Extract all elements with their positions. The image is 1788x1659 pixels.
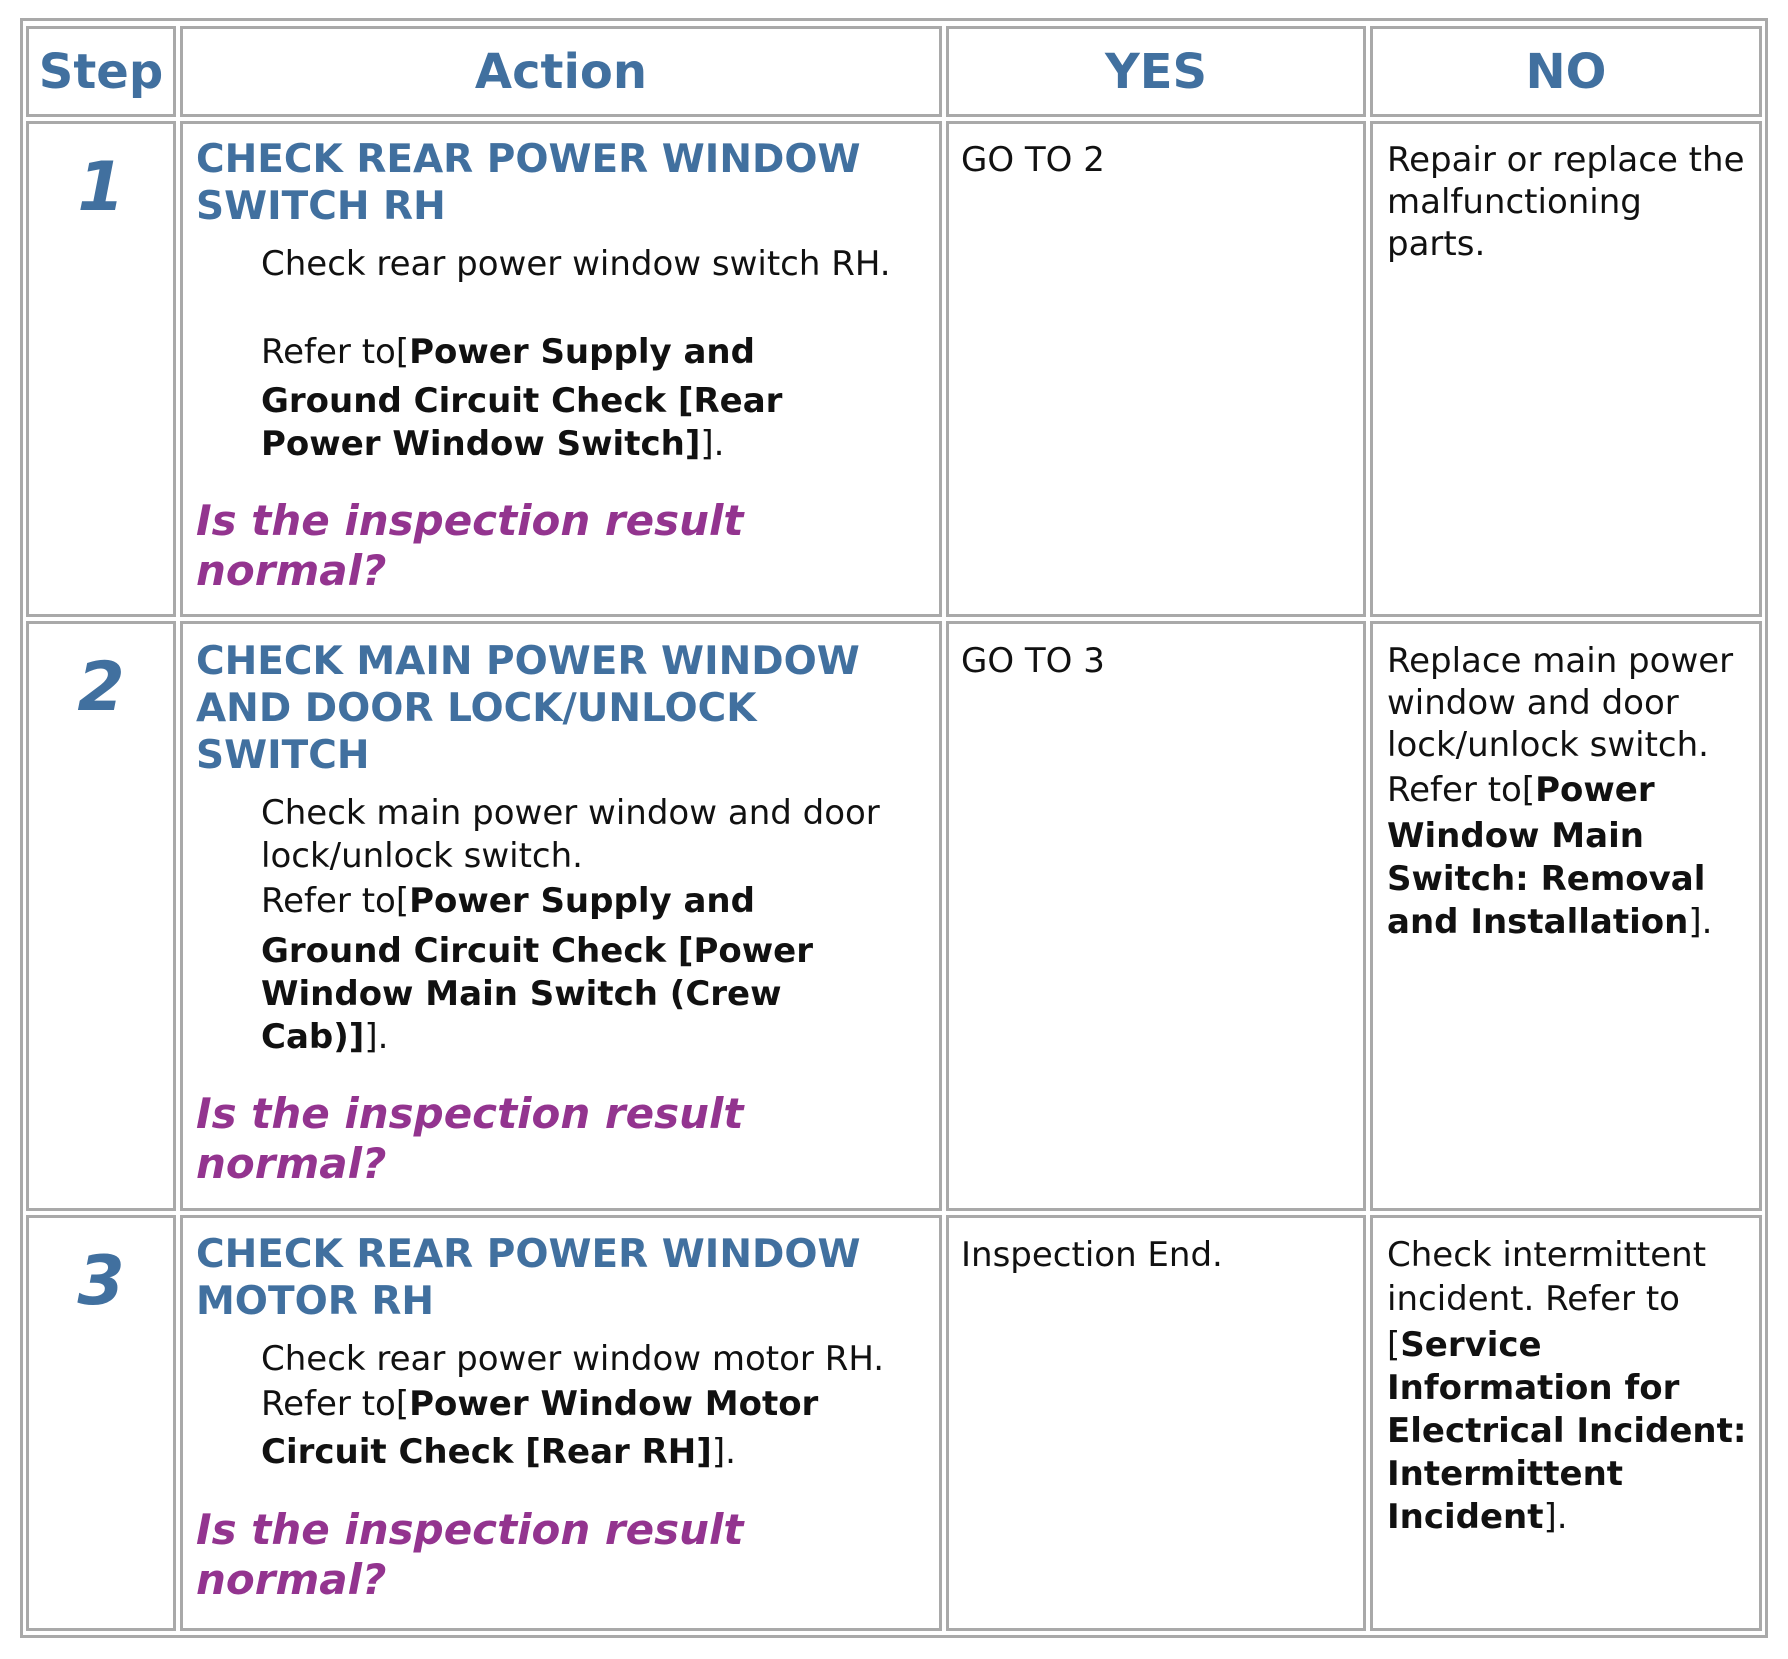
reference-link[interactable]: Power Window Switch] [261,424,701,464]
row-1-yes-cell [946,121,1366,617]
no-result-line: malfunctioning [1387,182,1642,222]
reference-line [261,930,813,973]
reference-line [261,1016,388,1059]
inspection-question: normal? [196,1139,387,1188]
reference-link[interactable]: Cab)] [261,1017,365,1057]
instruction-text: lock/unlock switch. [261,836,583,876]
header-yes-label: YES [1104,43,1208,100]
reference-link[interactable]: Intermittent [1387,1454,1624,1494]
header-no-label: NO [1525,43,1607,100]
reference-link[interactable]: Power Window Motor [409,1384,819,1424]
reference-link[interactable]: Power [1535,770,1655,810]
no-result-line: window and door [1387,683,1679,723]
refer-prefix: Refer to [261,881,396,921]
step-title-line: CHECK REAR POWER WINDOW [196,1232,861,1277]
row-3-no-cell [1370,1215,1762,1631]
reference-link[interactable]: Ground Circuit Check [Rear [261,381,783,421]
step-title-line: SWITCH RH [196,184,446,229]
reference-link[interactable]: and Installation [1387,902,1689,942]
step-title-line: CHECK REAR POWER WINDOW [196,137,861,182]
reference-link[interactable]: Window Main [1387,816,1644,856]
step-number: 1 [77,148,125,227]
ref-close: ]. [711,1432,736,1472]
refer-prefix: Refer to [261,1384,396,1424]
row-2-no-cell [1370,621,1762,1211]
reference-link[interactable]: Window Main Switch (Crew [261,974,782,1014]
ref-close: ]. [700,424,725,464]
reference-line: Refer to[Power Supply and [261,332,755,372]
reference-link[interactable]: Power Supply and [409,881,755,921]
instruction-text: Check rear power window motor RH. [261,1339,885,1379]
reference-link[interactable]: Switch: Removal [1387,859,1706,899]
no-result-line: lock/unlock switch. [1387,725,1709,765]
header-yes [946,26,1366,117]
header-action-label: Action [474,43,648,100]
no-reference-line [1387,1496,1568,1538]
reference-line [261,1431,736,1474]
row-2-step-cell [26,621,176,1211]
inspection-question: normal? [196,1555,387,1604]
header-step-label: Step [38,43,164,100]
inspection-question: Is the inspection result [196,496,744,545]
no-reference-line [1387,1410,1746,1452]
no-reference-line [1387,1367,1679,1409]
yes-result: GO TO 2 [961,140,1105,180]
step-title-line: SWITCH [196,733,370,778]
no-reference-line [1387,815,1644,857]
ref-close: ]. [364,1017,389,1057]
ref-close: ]. [1543,1497,1568,1537]
no-result-line: Repair or replace the [1387,140,1745,180]
header-step [26,26,176,117]
reference-link[interactable]: Power Supply and [409,332,755,372]
reference-line: Refer to[Power Window Motor [261,1384,819,1424]
reference-link[interactable]: Incident [1387,1497,1544,1537]
step-title-line: CHECK MAIN POWER WINDOW [196,639,860,684]
row-3-step-cell [26,1215,176,1631]
reference-link[interactable]: Service [1400,1325,1542,1365]
reference-link[interactable]: Ground Circuit Check [Power [261,931,813,971]
row-2-yes-cell [946,621,1366,1211]
row-1-no-cell [1370,121,1762,617]
no-result-line: Check intermittent [1387,1235,1707,1275]
reference-link[interactable]: Information for [1387,1368,1680,1408]
inspection-question: normal? [196,546,387,595]
no-reference-line [1387,1453,1623,1495]
no-result-line: incident. Refer to [1387,1279,1680,1319]
no-reference-line [1387,901,1712,943]
refer-prefix: Refer to [1387,770,1522,810]
reference-line: Refer to[Power Supply and [261,881,755,921]
inspection-question: Is the inspection result [196,1505,744,1554]
instruction-text: Check rear power window switch RH. [261,244,891,284]
reference-line [261,973,782,1016]
row-3-yes-cell [946,1215,1366,1631]
no-reference-line: [Service [1387,1325,1542,1365]
reference-line [261,380,782,423]
step-number: 3 [77,1242,125,1321]
ref-close: ]. [1688,902,1713,942]
yes-result: GO TO 3 [961,641,1105,681]
no-result-line: Replace main power [1387,641,1734,681]
step-title-line: MOTOR RH [196,1279,434,1324]
step-number: 2 [77,648,125,727]
yes-result: Inspection End. [961,1235,1223,1275]
instruction-text: Check main power window and door [261,793,880,833]
no-result-line: parts. [1387,224,1486,264]
no-reference-line [1387,858,1705,900]
reference-line [261,423,724,466]
no-reference-line: Refer to[Power [1387,770,1655,810]
row-1-step-cell [26,121,176,617]
header-action [180,26,942,117]
refer-prefix: Refer to [261,332,396,372]
reference-link[interactable]: Electrical Incident: [1387,1411,1747,1451]
header-no [1370,26,1762,117]
step-title-line: AND DOOR LOCK/UNLOCK [196,686,757,731]
reference-link[interactable]: Circuit Check [Rear RH] [261,1432,712,1472]
inspection-question: Is the inspection result [196,1089,744,1138]
